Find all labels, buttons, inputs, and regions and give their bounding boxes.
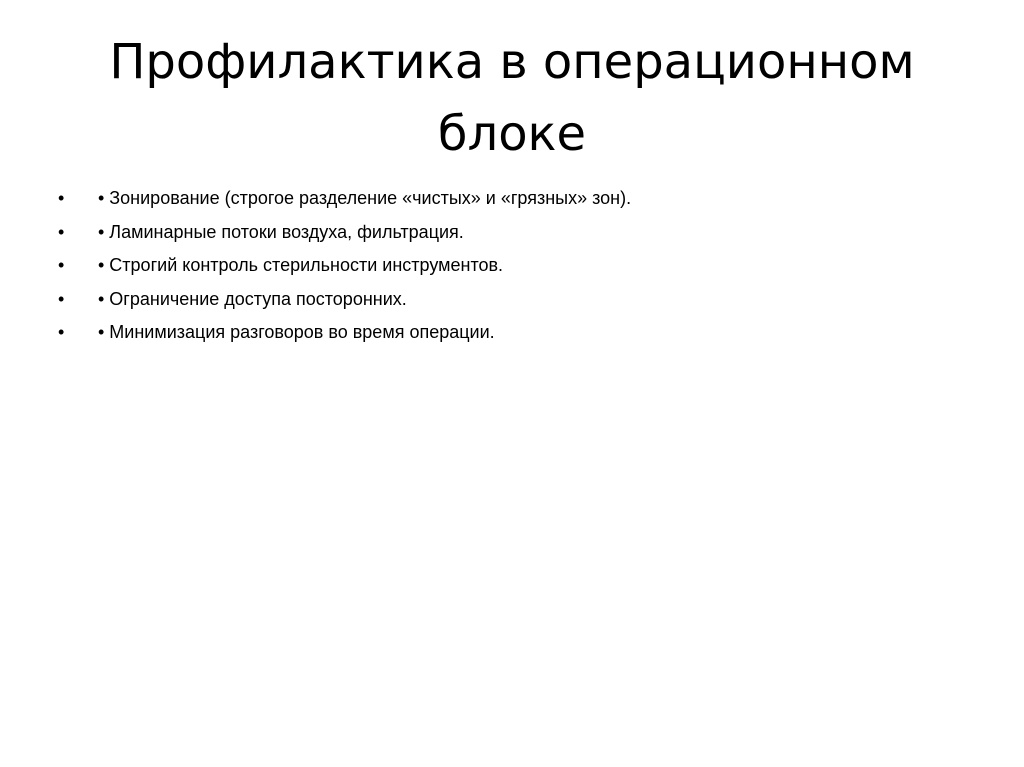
list-item-text: • Зонирование (строгое разделение «чистых» и «грязных» зон). — [98, 188, 632, 208]
list-item-text: • Минимизация разговоров во время операции. — [98, 322, 495, 342]
list-item — [58, 283, 998, 317]
list-item — [58, 249, 998, 283]
list-item-text: • Ламинарные потоки воздуха, фильтрация. — [98, 221, 464, 242]
list-item — [58, 216, 998, 250]
bullet-list — [58, 182, 998, 350]
bullet-icon: • — [58, 255, 65, 275]
slide-title-line-2: блоке — [437, 106, 587, 162]
bullet-icon: • — [58, 288, 65, 309]
bullet-icon: • — [58, 322, 65, 342]
bullet-icon: • — [58, 221, 65, 242]
bullet-icon: • — [58, 188, 65, 208]
list-item — [58, 316, 998, 350]
slide-title — [40, 26, 984, 170]
list-item — [58, 182, 998, 216]
list-item-text: • Строгий контроль стерильности инструментов. — [98, 255, 504, 275]
list-item-text: • Ограничение доступа посторонних. — [98, 288, 407, 309]
slide-title-line-1: Профилактика в операционном — [109, 34, 915, 90]
